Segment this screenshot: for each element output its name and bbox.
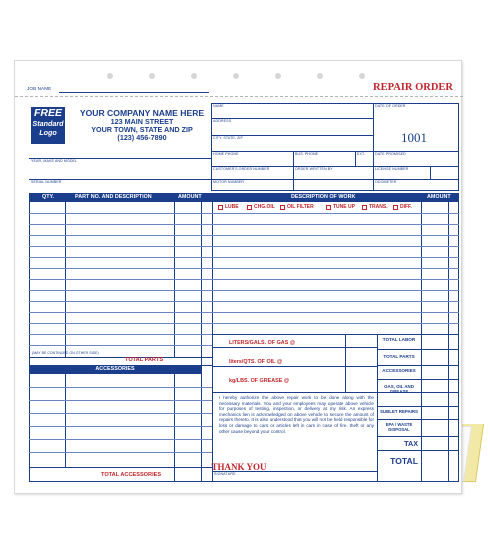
parts-amount-header: AMOUNT [178,194,202,200]
year-make-model-label: YEAR, MAKE AND MODEL [31,159,78,163]
row-line [29,290,212,291]
row-line [212,392,459,393]
row-line [212,312,459,313]
job-name-line[interactable] [59,92,209,93]
punch-hole [317,73,323,79]
home-phone-label: HOME PHONE [213,152,239,156]
check-chg-oil[interactable]: CHG.OIL [247,204,275,210]
row-line [377,406,459,407]
total-label: TOTAL [390,456,418,466]
col-divider [212,202,213,482]
row-line [212,213,459,214]
row-line [212,323,459,324]
total-accessories-label: TOTAL ACCESSORIES [101,472,162,478]
row-line [29,213,212,214]
col-divider [201,202,202,482]
punch-hole [191,73,197,79]
authorization-text: I hereby authorize the above repair work to be done along with the necessary materials. You and your employees may operate above vehicle for purposes of testing, inspection, or delivery at my risk. An express mechanics lien is acknowledged on above vehicle to secure the amount of repairs thereto. It is also understood that you will not be held responsible for loss or damage to cars or articles left in cars in case of fire, theft or any other cause beyond your control. [219,395,374,434]
thank-you-text: THANK YOU [211,462,267,472]
name-label: NAME [213,104,224,108]
row-line [212,257,459,258]
job-name-label: JOB NAME [27,86,52,91]
row-line [212,301,459,302]
motor-number-label: MOTOR NUMBER [213,180,245,184]
logo-line-3: Logo [39,128,57,137]
grid-line [211,179,459,180]
col-divider [345,334,346,392]
row-line [377,349,459,350]
logo-box [31,107,65,144]
tax-label: TAX [404,439,418,448]
repair-order-form [14,60,462,494]
logo-line-2: Standard [32,119,64,128]
row-line [29,400,212,401]
grid-divider [355,151,356,166]
row-line [29,268,212,269]
grid-divider [293,151,294,191]
row-line [29,345,212,346]
grid-line [211,118,373,119]
row-line [29,246,212,247]
row-line [29,426,212,427]
row-line [29,312,212,313]
check-lube[interactable]: LUBE [218,204,239,210]
ext-label: EXT. [357,152,365,156]
total-parts-summary-label: TOTAL PARTS [383,354,415,359]
company-city: YOUR TOWN, STATE AND ZIP [91,125,193,134]
row-line [212,246,459,247]
liters-gas-label: LITERS/GALS. OF GAS @ [229,340,296,346]
part-desc-header: PART NO. AND DESCRIPTION [75,194,152,200]
row-line [29,257,212,258]
check-trans[interactable]: TRANS. [362,204,388,210]
row-line [212,347,377,348]
sublet-repairs-label: SUBLET REPAIRS [380,409,418,414]
company-street: 123 MAIN STREET [110,117,174,126]
company-phone: (123) 456-7890 [117,133,167,142]
perforation-line [15,96,463,97]
row-line [212,224,459,225]
row-line [29,357,212,358]
total-labor-label: TOTAL LABOR [382,337,416,342]
row-line [29,452,212,453]
punch-hole [359,73,365,79]
date-promised-label: DATE PROMISED [375,152,406,156]
row-line [377,419,459,420]
bus-phone-label: BUS. PHONE [295,152,319,156]
row-line [212,334,459,335]
logo-line-1: FREE [33,107,62,119]
date-of-order-label: DATE OF ORDER [375,104,406,108]
odometer-label: ODOMETER [375,180,397,184]
row-line [29,224,212,225]
row-line [212,290,459,291]
customer-order-number-label: CUSTOMER'S ORDER NUMBER [213,167,270,171]
punch-hole [275,73,281,79]
company-block [72,108,212,142]
city-state-zip-label: CITY, STATE, ZIP [213,136,243,140]
row-line [377,450,459,451]
row-line [212,235,459,236]
check-tune-up[interactable]: TUNE UP [326,204,355,210]
row-line [212,366,377,367]
kg-grease-label: kg/LBS. OF GREASE @ [229,378,290,384]
row-line [29,387,212,388]
grid-line [211,151,459,152]
customer-info-grid [211,103,459,191]
form-title: REPAIR ORDER [373,82,454,93]
signature-label: SIGNATURE [214,472,236,476]
punch-hole [149,73,155,79]
work-desc-header: DESCRIPTION OF WORK [291,194,356,200]
order-written-by-label: ORDER WRITTEN BY [295,167,333,171]
row-line [377,365,459,366]
serial-number-label: SERIAL NUMBER [31,180,62,184]
row-line [29,413,212,414]
row-line [29,323,212,324]
company-name: YOUR COMPANY NAME HERE [79,108,205,118]
row-line [29,334,212,335]
row-line [377,436,459,437]
row-line [29,301,212,302]
row-line [29,279,212,280]
address-label: ADDRESS [213,119,232,123]
total-parts-label: TOTAL PARTS [125,357,164,363]
col-divider [421,202,422,482]
grid-divider [430,166,431,179]
epa-disposal-label: EPA / WASTE DISPOSAL [385,422,413,432]
punch-hole [107,73,113,79]
col-divider [448,202,449,482]
accessories-bar: ACCESSORIES [29,365,201,374]
punch-hole [233,73,239,79]
check-diff[interactable]: DIFF. [393,204,412,210]
row-line [29,235,212,236]
grid-divider [373,103,374,191]
row-line [377,379,459,380]
accessories-summary-label: ACCESSORIES [382,368,416,373]
row-line [29,439,212,440]
license-number-label: LICENSE NUMBER [375,167,409,171]
qty-header: QTY. [42,194,54,200]
continued-note: (MAY BE CONTINUED ON OTHER SIDE) [32,351,99,355]
row-line [212,279,459,280]
liters-oil-label: liters/QTS. OF OIL @ [229,359,283,365]
gas-oil-grease-label: GAS, OIL AND GREASE [384,384,414,394]
work-amount-header: AMOUNT [427,194,451,200]
order-number: 1001 [401,130,427,145]
row-line [212,268,459,269]
check-oil-filter[interactable]: OIL FILTER [280,204,314,210]
